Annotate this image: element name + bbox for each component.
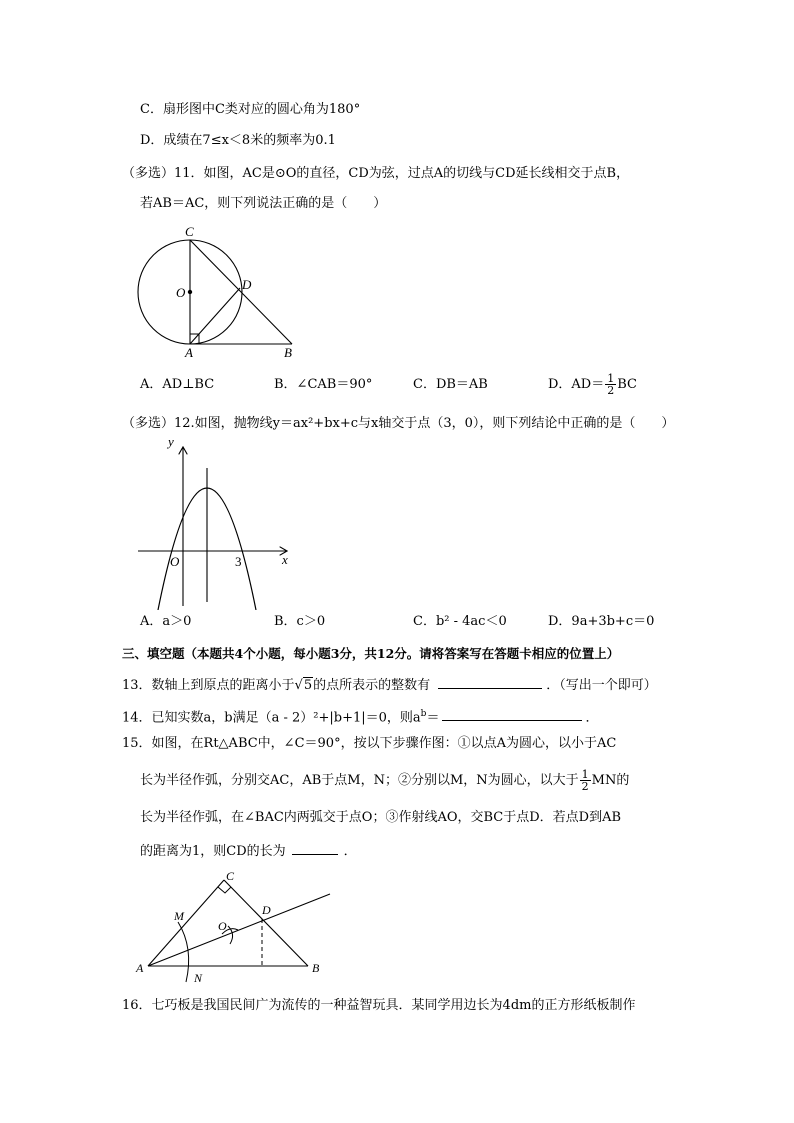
label-n: N [194, 971, 203, 985]
label-a: A [185, 345, 193, 360]
label-b: B [284, 345, 292, 360]
q15-line4-suffix: ． [343, 844, 357, 859]
q14-suffix: ． [585, 710, 599, 726]
label-o: O [176, 285, 186, 300]
right-angle-mark [218, 887, 231, 893]
q15-triangle-figure [132, 868, 342, 986]
q14-middle: ＝ [426, 710, 440, 726]
label-y: y [168, 434, 174, 449]
center-dot [188, 290, 192, 294]
fraction-denominator: 2 [607, 384, 615, 397]
side-cb [224, 880, 308, 966]
side-ac [148, 880, 224, 966]
segment-ad [190, 288, 240, 344]
q16-line1: 16．七巧板是我国民间广为流传的一种益智玩具．某同学用边长为4dm的正方形纸板制作 [122, 998, 636, 1013]
q13-radicand: 5 [303, 678, 313, 693]
q15-line4-prefix: 的距离为1，则CD的长为 [140, 844, 286, 859]
q14-stem [122, 704, 598, 728]
q11-option-d-fraction [605, 373, 616, 396]
label-o: O [218, 919, 227, 933]
fraction-denominator: 2 [581, 780, 589, 793]
q11-stem-line1: （多选）11．如图，AC是⊙O的直径，CD为弦，过点A的切线与CD延长线相交于点B， [122, 166, 630, 181]
q15-line2-suffix: MN的 [591, 773, 630, 788]
q11-option-b: B．∠CAB＝90° [274, 377, 373, 392]
segment-cb [190, 240, 292, 344]
q12-option-c: C．b² - 4ac＜0 [413, 614, 507, 629]
q10-option-d: D．成绩在7≤x＜8米的频率为0.1 [140, 133, 336, 148]
q12-option-d: D．9a+3b+c＝0 [548, 614, 655, 629]
label-c: C [226, 869, 235, 883]
q14-exponent: b [420, 709, 427, 719]
q11-option-d [548, 368, 637, 402]
q11-option-c: C．DB＝AB [413, 377, 488, 392]
q12-stem: （多选）12.如图，抛物线y＝ax²+bx+c与x轴交于点（3，0），则下列结论中正确的是（ ） [122, 416, 675, 431]
label-three: 3 [235, 554, 242, 569]
q11-option-d-prefix: D．AD＝ [548, 377, 605, 392]
q15-answer-blank[interactable] [292, 840, 338, 855]
q15-line2-prefix: 长为半径作弧，分别交AC，AB于点M，N；②分别以M，N为圆心，以大于 [140, 773, 579, 788]
q11-option-a: A．AD⊥BC [140, 377, 215, 392]
label-a: A [136, 961, 144, 975]
q15-line4 [140, 840, 357, 862]
q15-line1: 15．如图，在Rt△ABC中，∠C＝90°，按以下步骤作图：①以点A为圆心，以小于AC [122, 736, 617, 751]
label-x: x [282, 552, 288, 567]
q15-fraction [580, 769, 591, 792]
q11-circle-figure [128, 222, 308, 362]
label-d: D [262, 903, 271, 917]
label-d: D [242, 277, 252, 292]
fraction-numerator: 1 [581, 768, 589, 781]
ray-ao [148, 894, 330, 966]
q12-option-b: B．c＞0 [274, 614, 326, 629]
q11-option-d-suffix: BC [617, 377, 637, 392]
section3-heading: 三、填空题（本题共4个小题，每小题3分，共12分。请将答案写在答题卡相应的位置上） [122, 646, 620, 661]
label-b: B [312, 961, 320, 975]
q12-option-a: A．a＞0 [140, 614, 192, 629]
label-origin: O [170, 554, 180, 569]
q15-line2 [140, 764, 629, 798]
q12-parabola-figure [130, 430, 300, 610]
q14-answer-blank[interactable] [442, 706, 582, 721]
sqrt-symbol: √ [294, 678, 303, 693]
q10-option-c: C．扇形图中C类对应的圆心角为180° [140, 102, 361, 117]
label-c: C [185, 224, 194, 239]
label-m: M [174, 909, 184, 923]
q13-stem [122, 674, 657, 696]
q13-prefix: 13．数轴上到原点的距离小于 [122, 678, 295, 693]
q13-suffix: ．（写出一个即可） [546, 678, 657, 693]
q14-prefix: 14．已知实数a，b满足（a - 2）²+|b+1|＝0，则a [122, 710, 421, 726]
q15-line3: 长为半径作弧，在∠BAC内两弧交于点O；③作射线AO，交BC于点D．若点D到AB [140, 810, 622, 825]
q11-stem-line2: 若AB＝AC，则下列说法正确的是（ ） [140, 196, 387, 211]
q13-answer-blank[interactable] [438, 674, 542, 689]
fraction-numerator: 1 [607, 372, 615, 385]
q13-middle: 的点所表示的整数有 [313, 678, 431, 693]
